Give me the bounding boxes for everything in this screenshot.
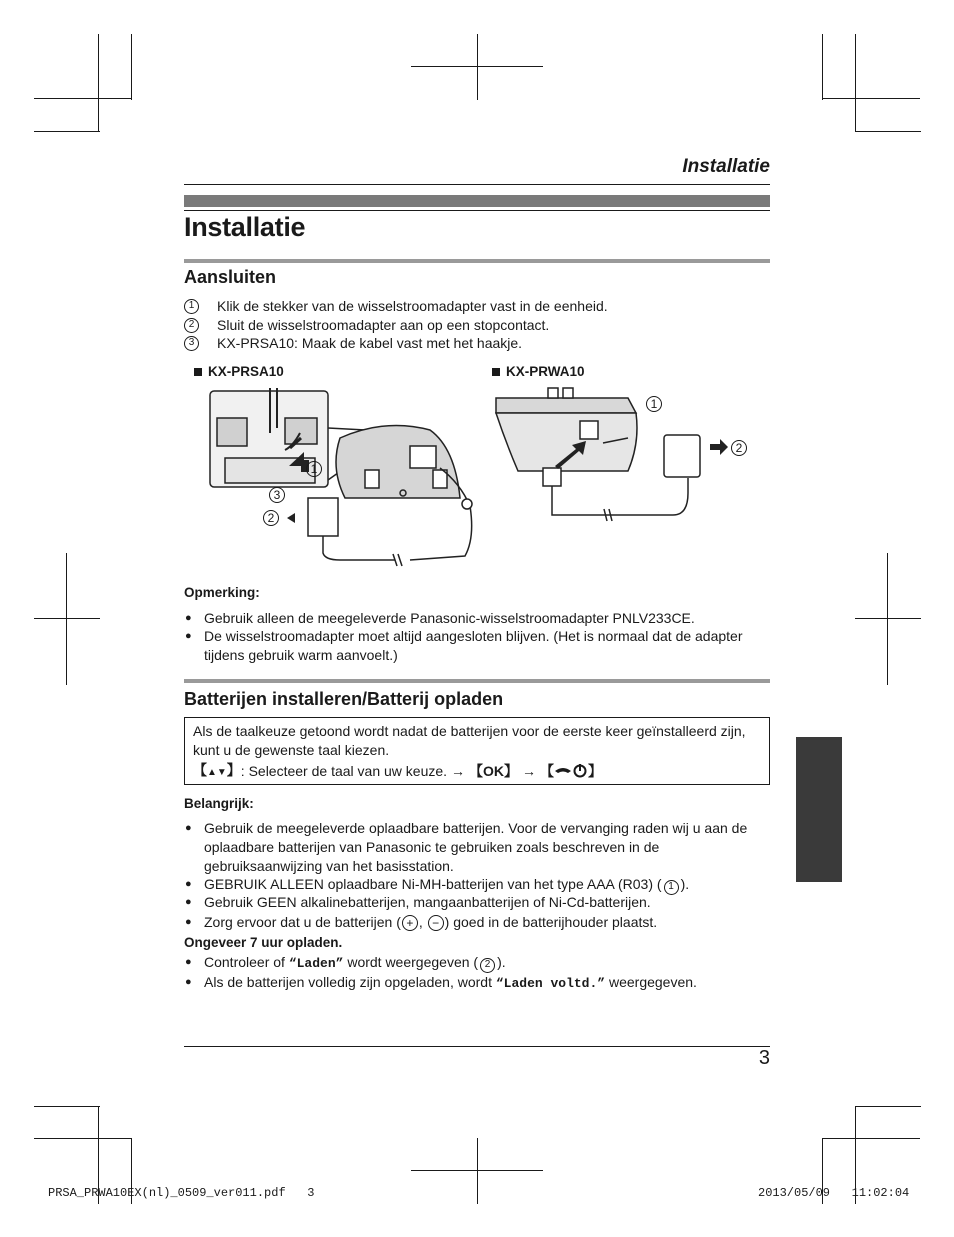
important-item: ● Zorg ervoor dat u de batterijen ( + , − ) goed in de batterijhouder plaatst. xyxy=(184,913,770,932)
charge-heading: Ongeveer 7 uur opladen. xyxy=(184,935,343,950)
section-title: Batterijen installeren/Batterij opladen xyxy=(184,689,504,709)
side-tab xyxy=(796,737,842,882)
box-instruction: 【▲▼】 : Selecteer de taal van uw keuze. → 【OK】 → 【 】 xyxy=(193,761,761,782)
crop-mark xyxy=(855,131,921,132)
callout-number: 2 xyxy=(263,510,279,526)
footer-rule xyxy=(184,1046,770,1047)
section-title: Aansluiten xyxy=(184,267,277,287)
crop-mark xyxy=(131,34,132,100)
section-rule xyxy=(184,679,770,683)
charge-item: ● Controleer of “Laden” wordt weergegeven ( 2 ). xyxy=(184,953,770,973)
crop-mark xyxy=(66,553,67,685)
callout-number: 2 xyxy=(731,440,747,456)
title-rule xyxy=(184,210,770,211)
model-label-prwa10: KX-PRWA10 xyxy=(492,364,585,379)
crop-mark xyxy=(98,34,99,132)
page-number: 3 xyxy=(758,1047,770,1069)
crop-mark xyxy=(822,98,920,99)
important-item: ● Gebruik de meegeleverde oplaadbare batterijen. Voor de vervanging raden wij u aan de oplaadbare batterijen van Panasonic te gebruiken zoals beschreven in de gebruiksaanwijzing van het basisstation. xyxy=(184,819,770,876)
crop-mark xyxy=(411,66,543,67)
crop-mark xyxy=(411,1170,543,1171)
square-bullet-icon xyxy=(194,368,202,376)
updown-key-icon: 【▲▼】 xyxy=(193,762,241,778)
note-item: ● De wisselstroomadapter moet altijd aangesloten blijven. (Het is normaal dat de adapter tijdens gebruik warm aanvoelt.) xyxy=(184,627,770,665)
step-number: 2 xyxy=(184,318,199,333)
language-info-box xyxy=(184,717,770,785)
plus-icon: + xyxy=(402,915,418,931)
step-2 xyxy=(184,317,549,333)
footer-filename: PRSA_PRWA10EX(nl)_0509_ver011.pdf 3 xyxy=(48,1186,315,1200)
header-rule xyxy=(184,184,770,185)
prwa10-illustration xyxy=(488,383,738,523)
crop-mark xyxy=(34,131,100,132)
section-rule xyxy=(184,259,770,263)
page-title: Installatie xyxy=(184,212,306,242)
step-text: Sluit de wisselstroomadapter aan op een stopcontact. xyxy=(217,317,550,333)
callout-number: 3 xyxy=(269,487,285,503)
charge-item: ● Als de batterijen volledig zijn opgeladen, wordt “Laden voltd.” weergegeven. xyxy=(184,973,770,993)
step-number: 1 xyxy=(184,299,199,314)
model-label-prsa10: KX-PRSA10 xyxy=(194,364,284,379)
callout-number: 1 xyxy=(306,461,322,477)
important-item: ● Gebruik GEEN alkalinebatterijen, mangaanbatterijen of Ni-Cd-batterijen. xyxy=(184,893,770,912)
important-item: ● GEBRUIK ALLEEN oplaadbare Ni-MH-batterijen van het type AAA (R03) ( 1 ). xyxy=(184,875,770,895)
step-3 xyxy=(184,335,522,351)
step-1 xyxy=(184,298,608,314)
crop-mark xyxy=(34,1106,100,1107)
crop-mark xyxy=(34,98,132,99)
note-heading: Opmerking: xyxy=(184,585,260,600)
footer-timestamp: 2013/05/09 11:02:04 xyxy=(758,1186,910,1200)
note-item: ● Gebruik alleen de meegeleverde Panasonic-wisselstroomadapter PNLV233CE. xyxy=(184,609,770,628)
box-text: Als de taalkeuze getoond wordt nadat de batterijen voor de eerste keer geïnstalleerd zijn, kunt u de gewenste taal kiezen. xyxy=(193,723,746,758)
crop-mark xyxy=(855,618,921,619)
crop-mark xyxy=(477,1138,478,1204)
off-key-icon: 【 】 xyxy=(540,763,603,779)
running-header: Installatie xyxy=(682,156,770,177)
callout-number: 1 xyxy=(646,396,662,412)
crop-mark xyxy=(855,34,856,132)
step-text: Klik de stekker van de wisselstroomadapter vast in de eenheid. xyxy=(217,298,608,314)
important-heading: Belangrijk: xyxy=(184,796,254,811)
callout-number: 1 xyxy=(664,880,679,895)
crop-mark xyxy=(477,34,478,100)
crop-mark xyxy=(887,553,888,685)
crop-mark xyxy=(34,1138,132,1139)
minus-icon: − xyxy=(428,915,444,931)
crop-mark xyxy=(34,618,100,619)
ok-key: 【OK】 xyxy=(469,763,519,779)
step-text: KX-PRSA10: Maak de kabel vast met het haakje. xyxy=(217,335,523,351)
arrow-right-icon: → xyxy=(451,763,466,779)
crop-mark xyxy=(822,34,823,100)
callout-number: 2 xyxy=(480,958,495,973)
crop-mark xyxy=(855,1106,921,1107)
step-number: 3 xyxy=(184,336,199,351)
prsa10-illustration xyxy=(205,388,480,568)
crop-mark xyxy=(822,1138,920,1139)
arrow-right-icon: → xyxy=(522,763,537,779)
title-bar xyxy=(184,195,770,207)
square-bullet-icon xyxy=(492,368,500,376)
